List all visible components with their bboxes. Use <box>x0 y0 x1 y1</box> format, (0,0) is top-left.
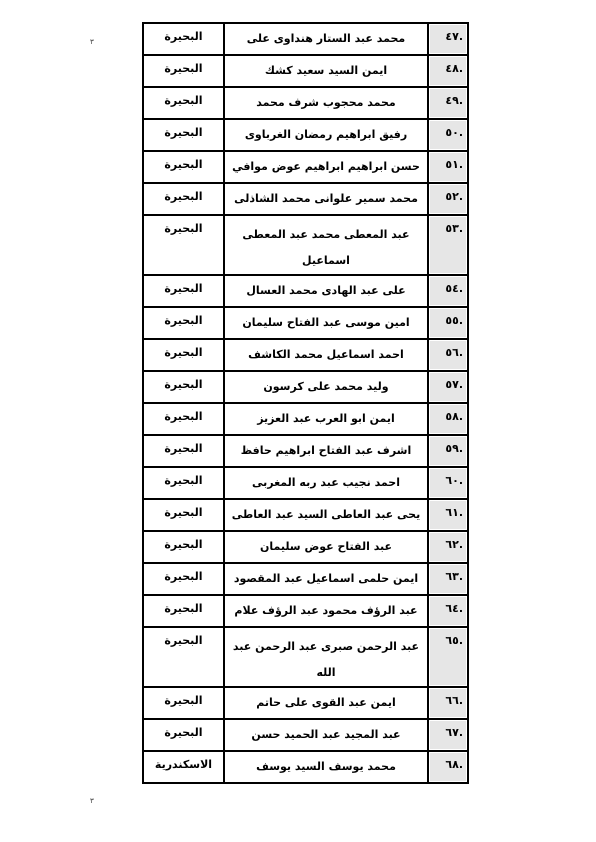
member-name: ايمن ابو العرب عبد العزيز <box>224 403 428 435</box>
table-row <box>143 499 468 531</box>
member-name: احمد نجيب عبد ربه المغربى <box>224 467 428 499</box>
row-number: .٥٩ <box>428 435 468 467</box>
member-name: على عبد الهادى محمد العسال <box>224 275 428 307</box>
governorate: البحيرة <box>143 499 224 531</box>
member-name: ايمن عبد القوى على حاتم <box>224 687 428 719</box>
table-row <box>143 215 468 275</box>
row-number: .٦٣ <box>428 563 468 595</box>
member-name: محمد محجوب شرف محمد <box>224 87 428 119</box>
row-number: .٦٠ <box>428 467 468 499</box>
table-row <box>143 371 468 403</box>
row-number: .٦٦ <box>428 687 468 719</box>
governorate: البحيرة <box>143 275 224 307</box>
row-number: .٥١ <box>428 151 468 183</box>
member-name: ايمن حلمى اسماعيل عبد المقصود <box>224 563 428 595</box>
governorate: الاسكندرية <box>143 751 224 783</box>
row-number: .٥٠ <box>428 119 468 151</box>
governorate: البحيرة <box>143 119 224 151</box>
row-number: .٦١ <box>428 499 468 531</box>
table-row <box>143 23 468 55</box>
table-row <box>143 467 468 499</box>
row-number: .٥٢ <box>428 183 468 215</box>
governorate: البحيرة <box>143 55 224 87</box>
governorate: البحيرة <box>143 307 224 339</box>
row-number: .٥٤ <box>428 275 468 307</box>
members-table <box>142 22 463 784</box>
table-row <box>143 55 468 87</box>
governorate: البحيرة <box>143 339 224 371</box>
row-number: .٤٨ <box>428 55 468 87</box>
row-number: .٦٢ <box>428 531 468 563</box>
table-row <box>143 595 468 627</box>
governorate: البحيرة <box>143 151 224 183</box>
governorate: البحيرة <box>143 467 224 499</box>
member-name: محمد سمير علوانى محمد الشاذلى <box>224 183 428 215</box>
row-number: .٦٧ <box>428 719 468 751</box>
row-number: .٥٧ <box>428 371 468 403</box>
table-row <box>143 275 468 307</box>
table-row <box>143 687 468 719</box>
table-row <box>143 627 468 687</box>
table-row <box>143 435 468 467</box>
member-name: رفيق ابراهيم رمضان الغرباوى <box>224 119 428 151</box>
member-name: عبد الفتاح عوض سليمان <box>224 531 428 563</box>
page-mark-bottom: ٣ <box>90 797 94 805</box>
row-number: .٤٩ <box>428 87 468 119</box>
table-row <box>143 403 468 435</box>
member-name: ايمن السيد سعيد كشك <box>224 55 428 87</box>
governorate: البحيرة <box>143 183 224 215</box>
row-number: .٦٥ <box>428 627 468 687</box>
governorate: البحيرة <box>143 371 224 403</box>
governorate: البحيرة <box>143 23 224 55</box>
member-name: اشرف عبد الفتاح ابراهيم حافظ <box>224 435 428 467</box>
table-row <box>143 563 468 595</box>
table-row <box>143 719 468 751</box>
member-name: يحى عبد العاطى السيد عبد العاطى <box>224 499 428 531</box>
table-row <box>143 87 468 119</box>
governorate: البحيرة <box>143 403 224 435</box>
table-row <box>143 751 468 783</box>
member-name: امين موسى عبد الفتاح سليمان <box>224 307 428 339</box>
row-number: .٦٤ <box>428 595 468 627</box>
row-number: .٥٨ <box>428 403 468 435</box>
governorate: البحيرة <box>143 87 224 119</box>
table-body <box>143 23 468 783</box>
table-row <box>143 183 468 215</box>
row-number: .٥٥ <box>428 307 468 339</box>
member-name: عبد الرحمن صبرى عبد الرحمن عبد الله <box>224 627 428 687</box>
governorate: البحيرة <box>143 435 224 467</box>
member-name: عبد المجيد عبد الحميد حسن <box>224 719 428 751</box>
member-name: عبد المعطى محمد عبد المعطى اسماعيل <box>224 215 428 275</box>
page-mark-top: ٣ <box>90 38 94 46</box>
member-name: احمد اسماعيل محمد الكاشف <box>224 339 428 371</box>
governorate: البحيرة <box>143 719 224 751</box>
governorate: البحيرة <box>143 563 224 595</box>
governorate: البحيرة <box>143 531 224 563</box>
table-row <box>143 339 468 371</box>
member-name: عبد الرؤف محمود عبد الرؤف علام <box>224 595 428 627</box>
member-name: محمد يوسف السيد يوسف <box>224 751 428 783</box>
table-row <box>143 151 468 183</box>
row-number: .٤٧ <box>428 23 468 55</box>
governorate: البحيرة <box>143 215 224 275</box>
governorate: البحيرة <box>143 687 224 719</box>
row-number: .٦٨ <box>428 751 468 783</box>
governorate: البحيرة <box>143 627 224 687</box>
row-number: .٥٣ <box>428 215 468 275</box>
governorate: البحيرة <box>143 595 224 627</box>
row-number: .٥٦ <box>428 339 468 371</box>
table-row <box>143 119 468 151</box>
member-name: حسن ابراهيم ابراهيم عوض موافي <box>224 151 428 183</box>
table-row <box>143 307 468 339</box>
table-row <box>143 531 468 563</box>
member-name: محمد عبد الستار هنداوى على <box>224 23 428 55</box>
member-name: وليد محمد على كرسون <box>224 371 428 403</box>
